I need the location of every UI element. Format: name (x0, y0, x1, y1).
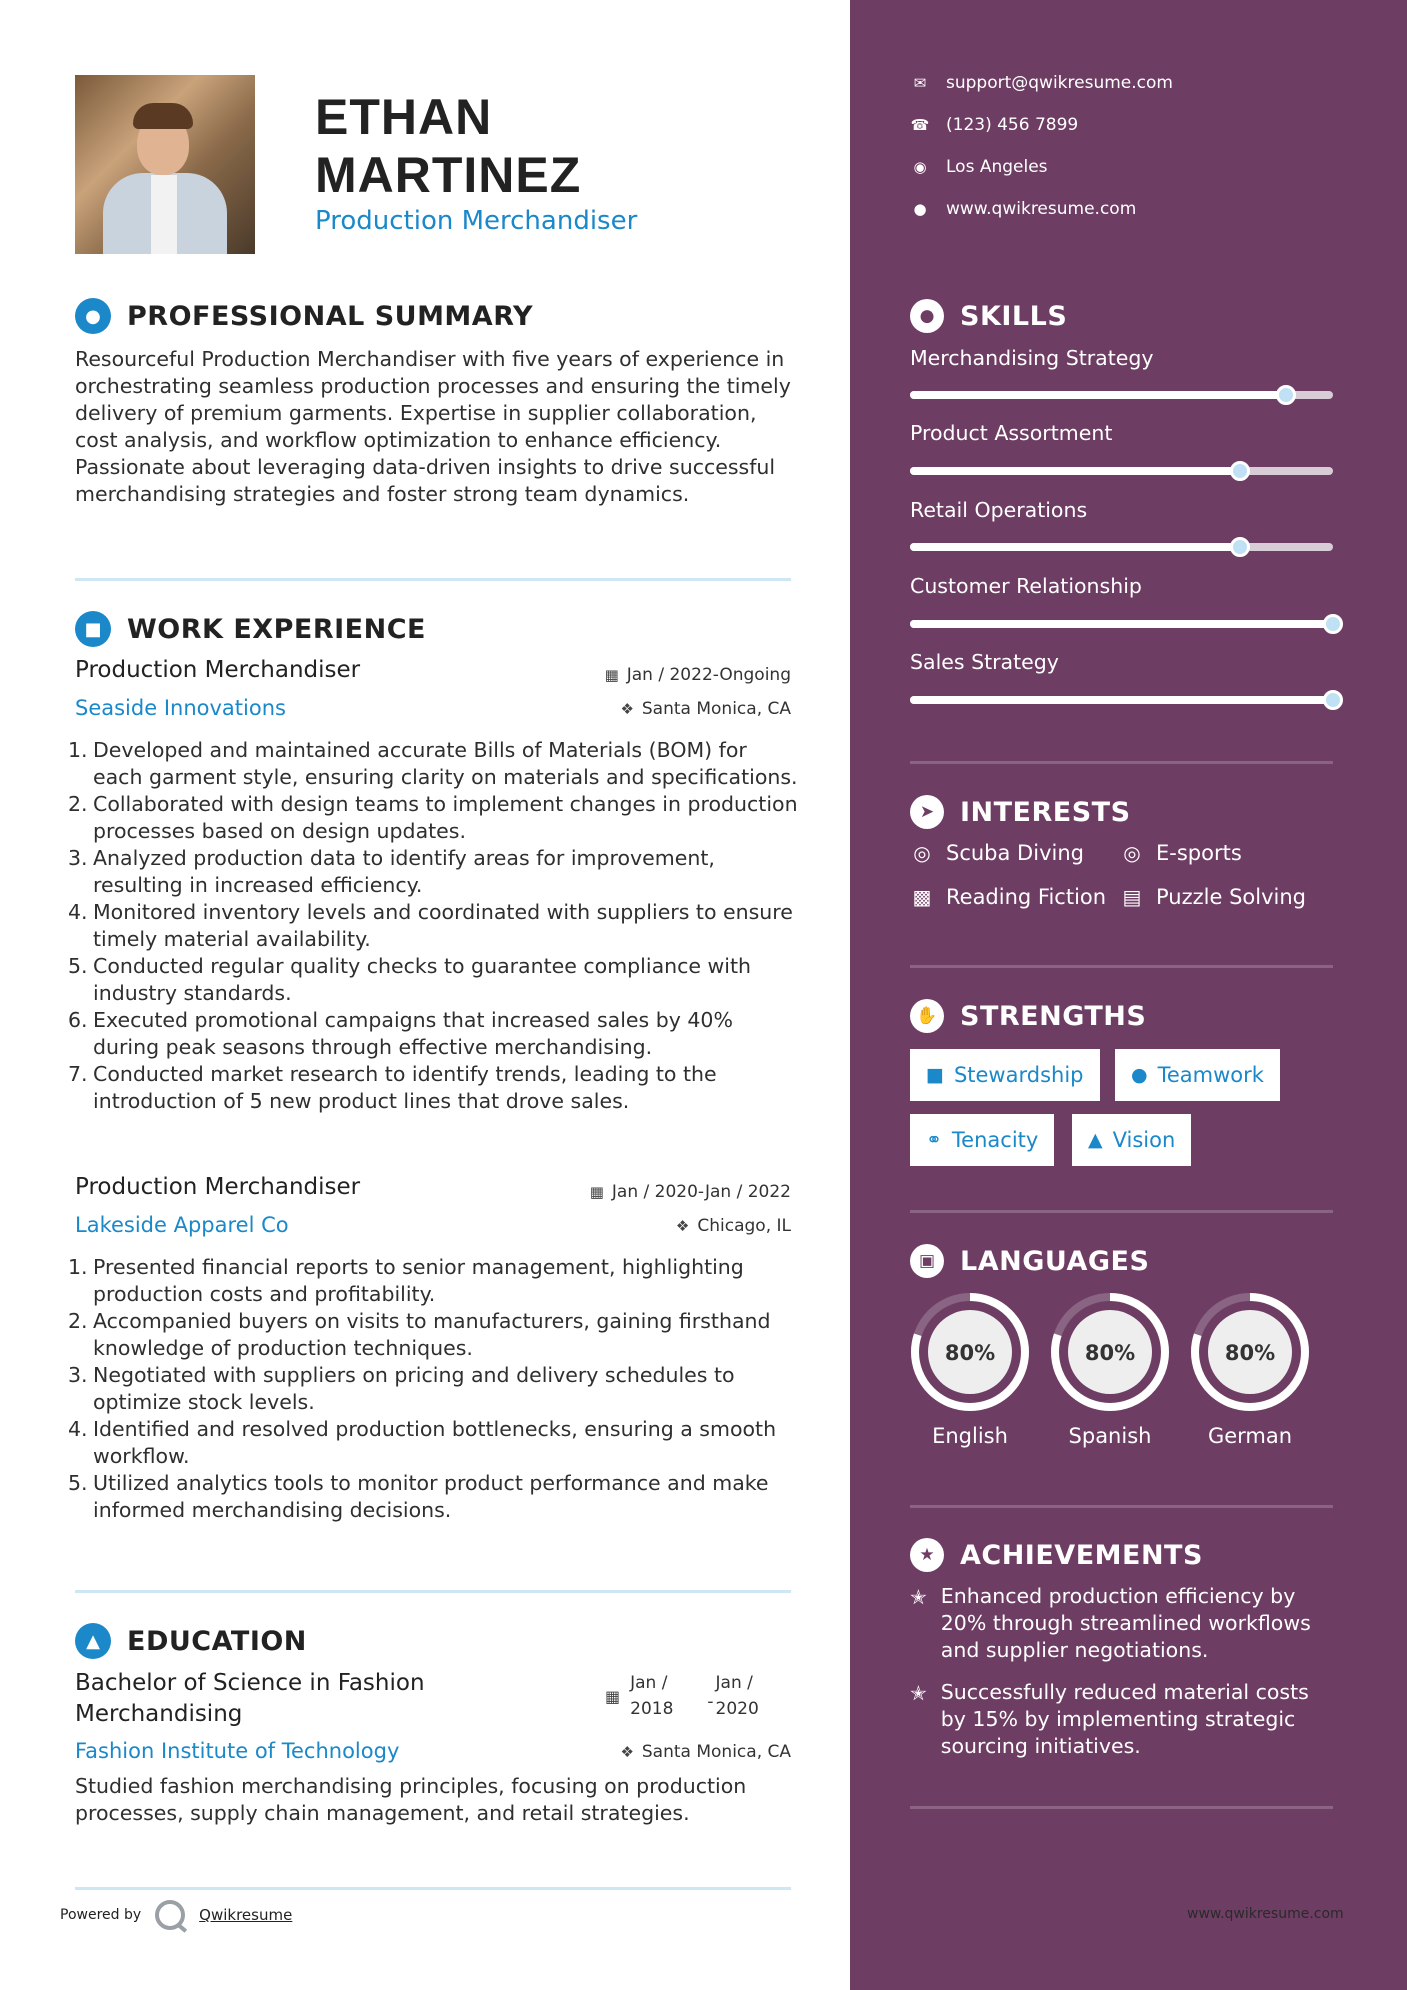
interest-item: ▤ Puzzle Solving (1120, 885, 1306, 909)
language-name: Spanish (1068, 1424, 1152, 1448)
job-bullets (68, 1254, 798, 1524)
education-degree: Bachelor of Science in Fashion Merchandising (75, 1670, 425, 1727)
list-item: 1. Developed and maintained accurate Bills of Materials (BOM) for each garment style, ensuring clarity on materials and specifications. (68, 738, 798, 789)
lifebuoy-icon: ◎ (913, 841, 931, 865)
education-dates: ▦ Jan / 2018 - Jan / 2020 (605, 1673, 759, 1719)
powered-by: Powered by Qwikresume (60, 1900, 292, 1930)
education-description: Studied fashion merchandising principles, focusing on production processes, supply chain management, and retail strategies. (75, 1774, 747, 1825)
strength-tag: ▲ Vision (1072, 1114, 1191, 1166)
strengths-heading: ✋ STRENGTHS (910, 999, 1146, 1033)
language-percent: 80% (1224, 1341, 1276, 1365)
interest-item: ▩ Reading Fiction (910, 885, 1106, 909)
calendar-icon: ▦ (589, 1183, 604, 1201)
contact-website: ● www.qwikresume.com (910, 199, 1136, 219)
list-item: 4. Identified and resolved production bottlenecks, ensuring a smooth workflow. (68, 1417, 777, 1468)
contact-location: ◉ Los Angeles (910, 157, 1048, 177)
job-company: Seaside Innovations (75, 696, 286, 720)
summary-text: Resourceful Production Merchandiser with five years of experience in orchestrating seamless production processes and ensuring the timely delivery of premium garments. Expertise in supplier collaboration, cost analysis, and workflow optimization to enhance efficiency. Passionate about leveraging data-driven insights to drive successful merchandising strategies and foster strong team dynamics. (75, 347, 791, 506)
list-item: 2. Collaborated with design teams to implement changes in production processes based on design updates. (68, 792, 798, 843)
achievement-item: ✭ Successfully reduced material costs by 15% by implementing strategic sourcing initiatives. (910, 1680, 1309, 1758)
experience-heading: ■ WORK EXPERIENCE (75, 611, 426, 647)
skill-bar (910, 696, 1333, 704)
education-school: Fashion Institute of Technology (75, 1739, 400, 1763)
star-icon: ✭ (910, 1585, 927, 1609)
section-divider (910, 1210, 1333, 1213)
achievements-heading: ★ ACHIEVEMENTS (910, 1538, 1203, 1572)
language-name: German (1207, 1424, 1293, 1448)
brand-link[interactable]: Qwikresume (199, 1906, 293, 1924)
language-item (1190, 1292, 1310, 1448)
gamepad-icon: ▩ (912, 885, 932, 909)
paper-plane-icon: ➤ (910, 795, 944, 829)
language-gauge (1050, 1292, 1170, 1412)
skill-slider-knob (1276, 385, 1296, 405)
star-icon: ✭ (910, 1681, 927, 1705)
section-divider (910, 965, 1333, 968)
strength-tag: ● Teamwork (1115, 1049, 1280, 1101)
first-name: ETHAN (315, 89, 493, 145)
strength-tag: ■ Stewardship (910, 1049, 1100, 1101)
globe-icon: ● (913, 200, 927, 218)
phone-icon: ☎ (910, 116, 930, 134)
pin-icon: ❖ (675, 1217, 690, 1235)
skill-slider-knob (1230, 461, 1250, 481)
footer-website[interactable]: www.qwikresume.com (1187, 1906, 1344, 1922)
skill-bar (910, 391, 1333, 399)
qwikresume-logo-icon (155, 1900, 185, 1930)
education-location: ❖ Santa Monica, CA (620, 1742, 791, 1762)
list-item: 6. Executed promotional campaigns that increased sales by 40% during peak seasons through effective merchandising. (68, 1008, 733, 1059)
pin-icon: ❖ (620, 700, 634, 718)
summary-heading: ● PROFESSIONAL SUMMARY (75, 298, 533, 334)
list-item: 5. Conducted regular quality checks to guarantee compliance with industry standards. (68, 954, 752, 1005)
section-divider (910, 761, 1333, 764)
candidate-name (315, 88, 581, 204)
fist-icon: ✋ (910, 999, 944, 1033)
job-dates: ▦ Jan / 2020-Jan / 2022 (589, 1182, 791, 1202)
list-item: 2. Accompanied buyers on visits to manufacturers, gaining firsthand knowledge of production techniques. (68, 1309, 771, 1360)
candidate-title: Production Merchandiser (315, 206, 638, 236)
education-heading: ▲ EDUCATION (75, 1623, 307, 1659)
skills-heading: ● SKILLS (910, 299, 1067, 333)
language-gauge (1190, 1292, 1310, 1412)
list-item: 1. Presented financial reports to senior management, highlighting production costs and profitability. (68, 1255, 744, 1306)
list-item: 7. Conducted market research to identify trends, leading to the introduction of 5 new product lines that drove sales. (68, 1062, 717, 1113)
users-icon: ● (1131, 1064, 1148, 1086)
achievement-item: ✭ Enhanced production efficiency by 20% through streamlined workflows and supplier negotiations. (910, 1584, 1311, 1662)
job-company: Lakeside Apparel Co (75, 1213, 289, 1237)
skill-slider-knob (1323, 690, 1343, 710)
job-role: Production Merchandiser (75, 1174, 361, 1200)
envelope-icon: ✉ (913, 74, 927, 92)
list-item: 3. Analyzed production data to identify areas for improvement, resulting in increased efficiency. (68, 846, 715, 897)
list-item: 4. Monitored inventory levels and coordinated with suppliers to ensure timely material availability. (68, 900, 793, 951)
briefcase-icon: ■ (926, 1064, 944, 1086)
skill-name: Sales Strategy (910, 650, 1059, 674)
job-location: ❖ Chicago, IL (675, 1216, 791, 1236)
list-item: 3. Negotiated with suppliers on pricing and delivery schedules to optimize stock levels. (68, 1363, 735, 1414)
list-item: 5. Utilized analytics tools to monitor product performance and make informed merchandising decisions. (68, 1471, 769, 1522)
section-divider (910, 1505, 1333, 1508)
interest-item: ◎ E-sports (1120, 841, 1242, 865)
section-divider (75, 578, 791, 581)
language-item (1050, 1292, 1170, 1448)
skill-name: Product Assortment (910, 421, 1113, 445)
language-name: English (932, 1424, 1008, 1448)
calendar-icon: ▦ (604, 666, 619, 684)
language-percent: 80% (1084, 1341, 1136, 1365)
language-gauge (910, 1292, 1030, 1412)
graduate-icon: ▲ (75, 1623, 111, 1659)
book-icon: ▤ (1122, 885, 1142, 909)
link-icon: ⚭ (926, 1129, 942, 1151)
job-dates: ▦ Jan / 2022-Ongoing (604, 665, 791, 685)
contact-phone: ☎ (123) 456 7899 (910, 115, 1079, 135)
skill-bar (910, 620, 1333, 628)
language-item (910, 1292, 1030, 1448)
job-role: Production Merchandiser (75, 657, 361, 683)
lightbulb-icon: ● (910, 299, 944, 333)
star-badge-icon: ★ (910, 1538, 944, 1572)
map-marker-icon: ◉ (913, 158, 927, 176)
interest-item: ◎ Scuba Diving (910, 841, 1084, 865)
interests-heading: ➤ INTERESTS (910, 795, 1131, 829)
binoculars-icon: ▲ (1088, 1129, 1103, 1151)
user-icon: ● (75, 298, 111, 334)
section-divider (75, 1590, 791, 1593)
section-divider (75, 1887, 791, 1890)
skill-name: Retail Operations (910, 498, 1088, 522)
skill-slider-knob (1323, 614, 1343, 634)
section-divider (910, 1806, 1333, 1809)
skill-bar (910, 543, 1333, 551)
pin-icon: ❖ (620, 1743, 634, 1761)
skill-slider-knob (1230, 537, 1250, 557)
languages-heading: ▣ LANGUAGES (910, 1244, 1149, 1278)
briefcase-chair-icon: ■ (75, 611, 111, 647)
language-percent: 80% (944, 1341, 996, 1365)
profile-photo (75, 75, 255, 254)
strength-tag: ⚭ Tenacity (910, 1114, 1054, 1166)
last-name: MARTINEZ (315, 147, 582, 203)
job-location: ❖ Santa Monica, CA (620, 699, 791, 719)
skill-name: Merchandising Strategy (910, 346, 1154, 370)
contact-email: ✉ support@qwikresume.com (910, 73, 1173, 93)
language-icon: ▣ (910, 1244, 944, 1278)
calendar-icon: ▦ (605, 1687, 621, 1706)
skill-bar (910, 467, 1333, 475)
lifebuoy-icon: ◎ (1123, 841, 1141, 865)
job-bullets (68, 737, 798, 1115)
skill-name: Customer Relationship (910, 574, 1142, 598)
sidebar (850, 0, 1407, 1990)
